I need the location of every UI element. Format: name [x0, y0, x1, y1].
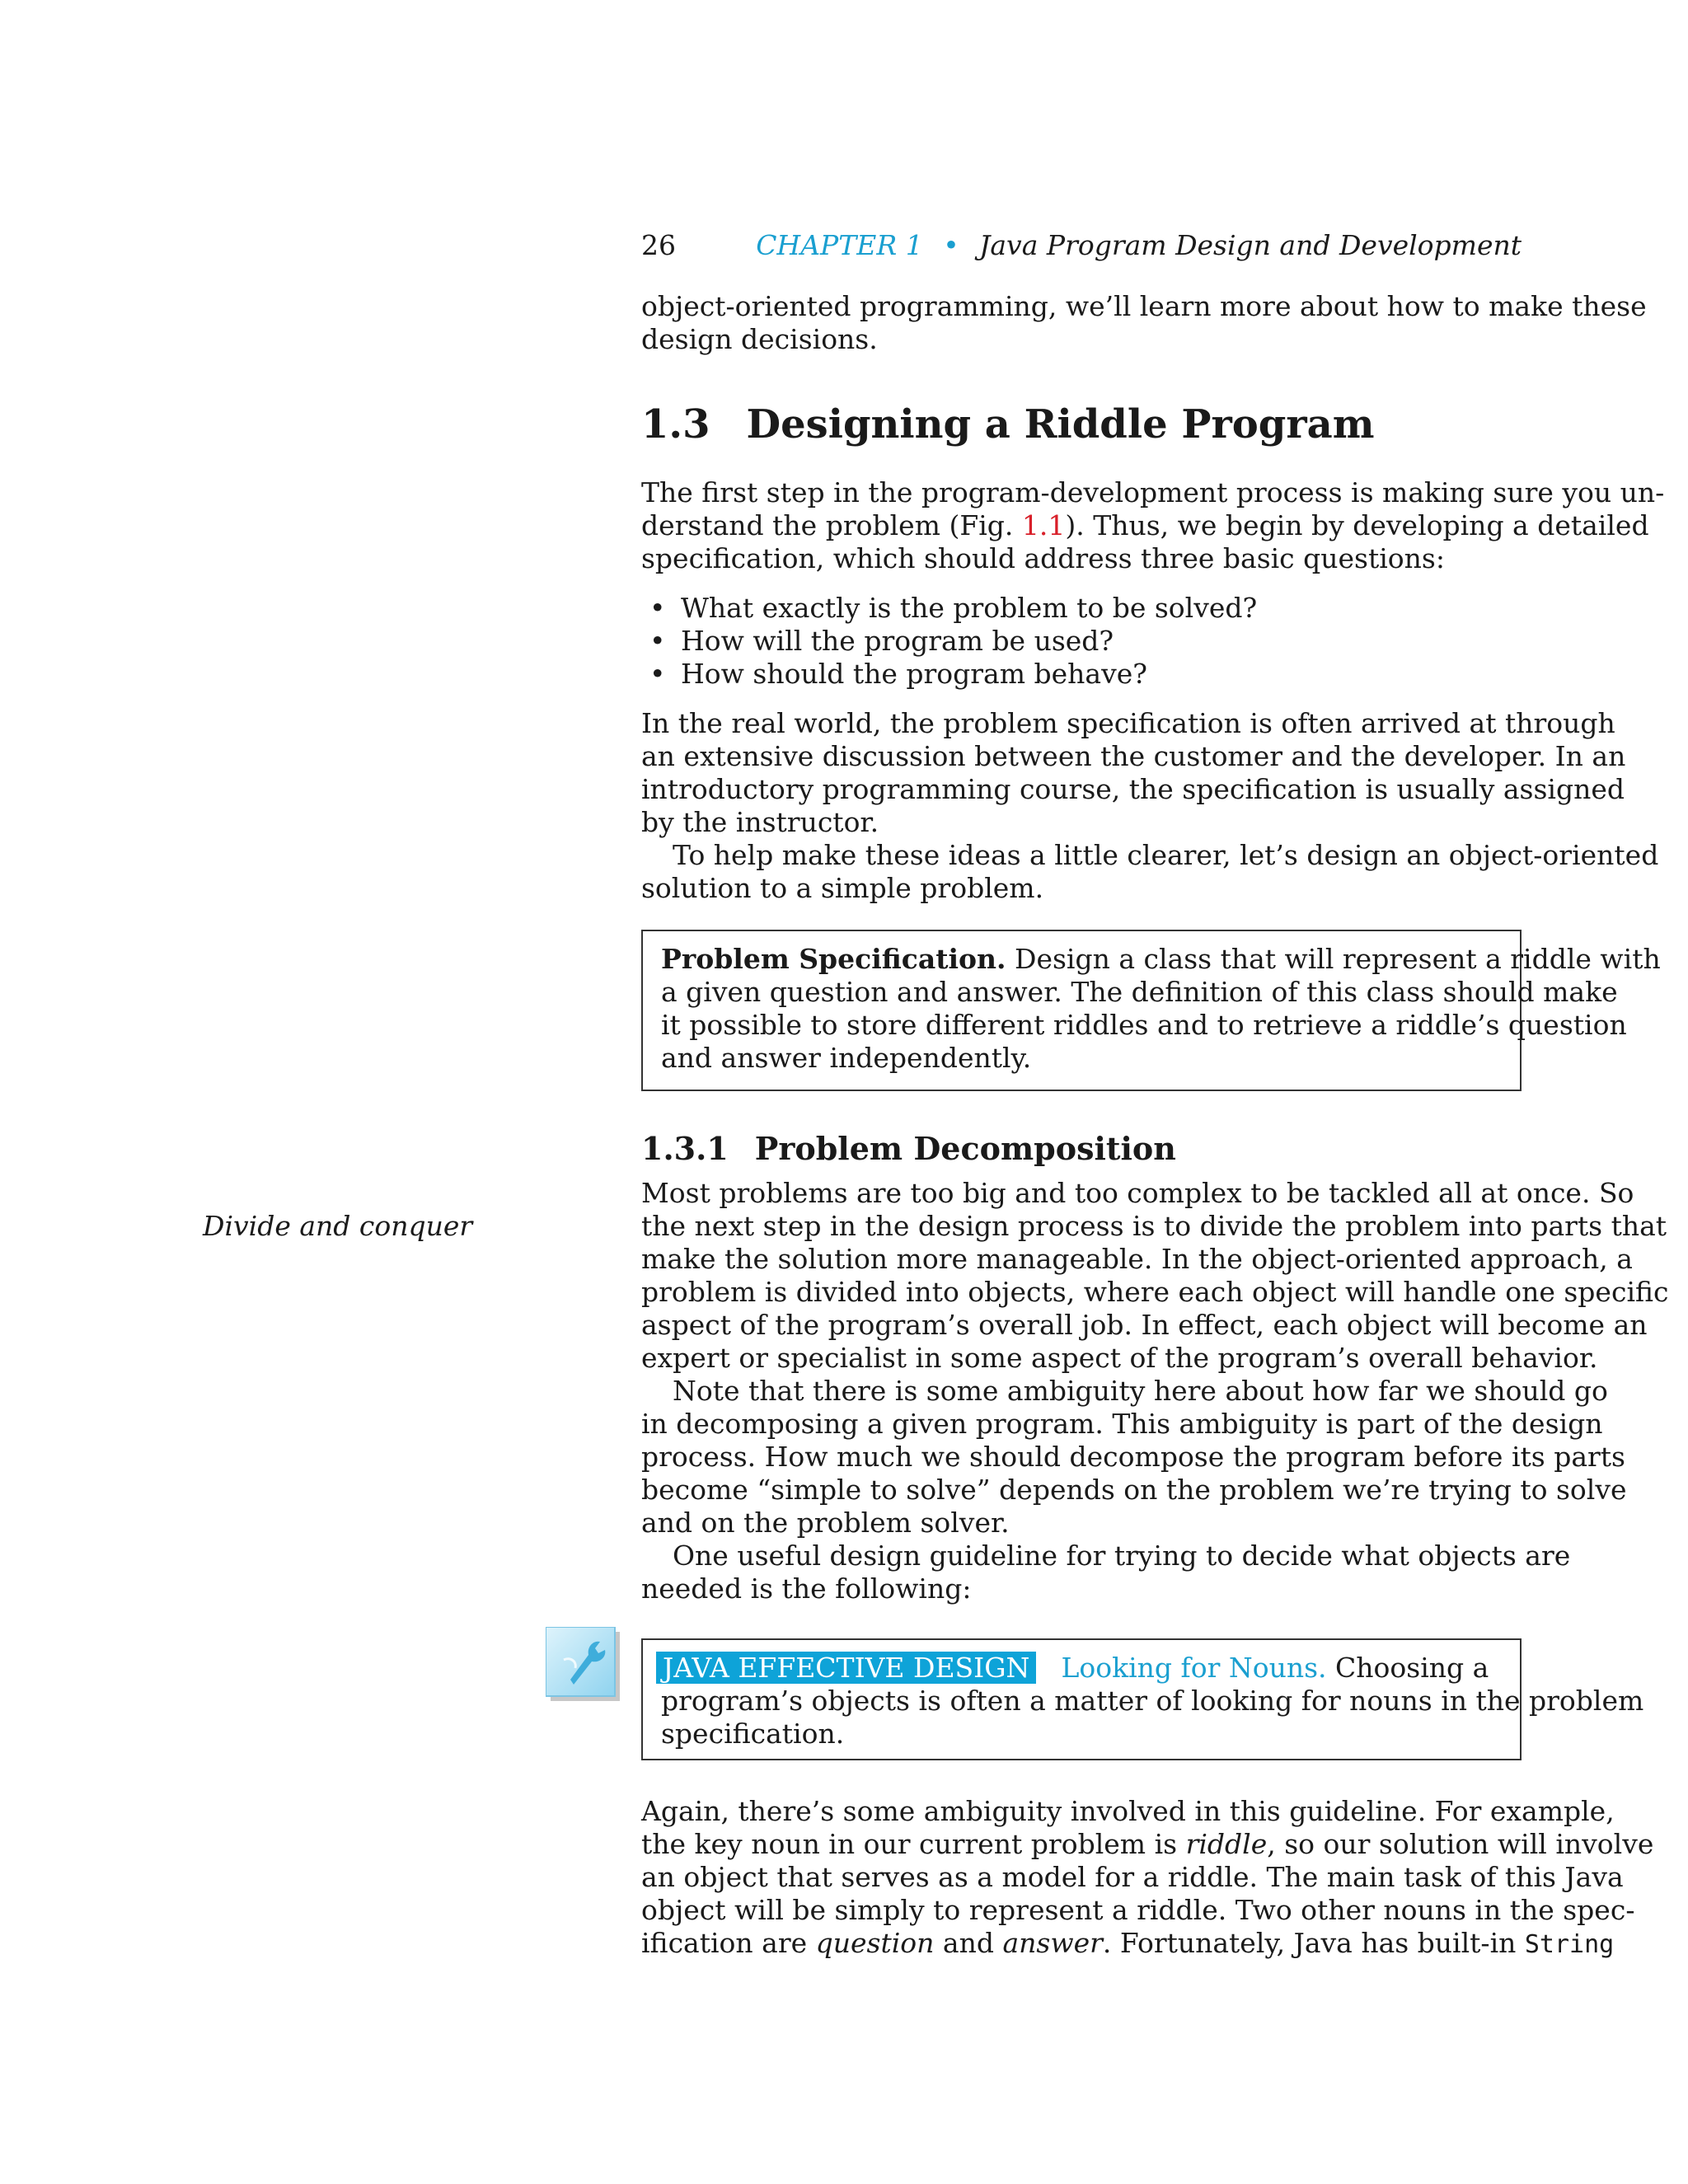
chapter-title	[756, 229, 1522, 262]
text-run: ). Thus, we begin by developing a detailed	[1065, 509, 1649, 541]
design-label: JAVA EFFECTIVE DESIGN	[656, 1652, 1036, 1684]
text-line: and on the problem solver.	[641, 1507, 1010, 1539]
text-run: . Fortunately, Java has built-in	[1102, 1927, 1525, 1959]
text-line	[641, 1828, 1654, 1861]
text-run: , so our solution will involve	[1267, 1828, 1654, 1860]
list-item-text: How should the program behave?	[681, 658, 1147, 690]
text-line: an object that serves as a model for a riddle. The main task of this Java	[641, 1861, 1624, 1893]
text-line: a given question and answer. The definition of this class should make	[661, 976, 1618, 1008]
text-run: and	[934, 1927, 1003, 1959]
list-item: • How will the program be used?	[649, 625, 1114, 657]
text-line: an extensive discussion between the customer and the developer. In an	[641, 740, 1626, 772]
chapter-label: CHAPTER 1	[756, 229, 923, 261]
design-title: Looking for Nouns.	[1061, 1652, 1327, 1684]
text-line: process. How much we should decompose the program before its parts	[641, 1441, 1625, 1473]
text-line: expert or specialist in some aspect of the program’s overall behavior.	[641, 1342, 1598, 1374]
margin-note: Divide and conquer	[203, 1210, 473, 1242]
text-line: specification, which should address three basic questions:	[641, 542, 1445, 574]
text-line: it possible to store different riddles and to retrieve a riddle’s question	[661, 1009, 1627, 1041]
text-line: introductory programming course, the specification is usually assigned	[641, 773, 1625, 805]
text-line	[641, 1927, 1615, 1961]
emphasis: question	[815, 1927, 935, 1959]
list-item: • What exactly is the problem to be solved?	[649, 592, 1258, 624]
text-run: ification are	[641, 1927, 816, 1959]
text-line	[661, 943, 1661, 976]
chapter-name: Java Program Design and Development	[979, 229, 1522, 261]
text-line: To help make these ideas a little clearer, let’s design an object-oriented	[673, 839, 1659, 871]
java-effective-design-box	[641, 1638, 1644, 1760]
page-number: 26	[641, 229, 676, 261]
text-line: Again, there’s some ambiguity involved in this guideline. For example,	[641, 1795, 1615, 1827]
text-line: become “simple to solve” depends on the problem we’re trying to solve	[641, 1474, 1627, 1506]
code-text: String	[1524, 1930, 1615, 1959]
text-line: The first step in the program-development process is making sure you un-	[641, 476, 1665, 509]
text-line: One useful design guideline for trying to decide what objects are	[673, 1540, 1571, 1572]
list-item-text: What exactly is the problem to be solved?	[681, 592, 1258, 624]
subsection-name: Problem Decomposition	[754, 1130, 1176, 1167]
text-run: derstand the problem (Fig.	[641, 509, 1022, 541]
text-line: Most problems are too big and too complex to be tackled all at once. So	[641, 1177, 1634, 1209]
text-line: In the real world, the problem specification is often arrived at through	[641, 707, 1615, 739]
problem-specification-box	[641, 930, 1661, 1091]
text-line: aspect of the program’s overall job. In effect, each object will become an	[641, 1309, 1648, 1341]
text-line	[641, 509, 1649, 542]
text-run: the key noun in our current problem is	[641, 1828, 1186, 1860]
text-line: by the instructor.	[641, 806, 879, 838]
section-number: 1.3	[641, 401, 710, 448]
text-line: and answer independently.	[661, 1042, 1032, 1074]
list-item-text: How will the program be used?	[681, 625, 1114, 657]
text-line: design decisions.	[641, 323, 878, 355]
text-line: solution to a simple problem.	[641, 872, 1044, 904]
text-line: object-oriented programming, we’ll learn more about how to make these	[641, 290, 1647, 322]
text-line: object will be simply to represent a riddle. Two other nouns in the spec-	[641, 1894, 1635, 1926]
section-title	[641, 400, 1375, 449]
text-line: program’s objects is often a matter of looking for nouns in the problem	[661, 1685, 1644, 1717]
figure-link[interactable]: 1.1	[1021, 509, 1066, 541]
emphasis: answer	[1002, 1927, 1103, 1959]
text-line: in decomposing a given program. This ambiguity is part of the design	[641, 1408, 1603, 1440]
emphasis: riddle	[1185, 1828, 1268, 1860]
subsection-title	[641, 1129, 1176, 1169]
section-name: Designing a Riddle Program	[746, 401, 1375, 448]
text-line: problem is divided into objects, where each object will handle one specific	[641, 1276, 1669, 1308]
text-line	[656, 1652, 1498, 1685]
text-line: needed is the following:	[641, 1572, 972, 1605]
text-line: specification.	[661, 1718, 845, 1750]
subsection-number: 1.3.1	[641, 1130, 729, 1167]
text-line: the next step in the design process is to divide the problem into parts that	[641, 1210, 1667, 1242]
text-line: Note that there is some ambiguity here about how far we should go	[673, 1375, 1608, 1407]
text-run: Choosing a	[1326, 1652, 1489, 1684]
text-line: make the solution more manageable. In the object-oriented approach, a	[641, 1243, 1633, 1275]
list-item: • How should the program behave?	[649, 658, 1147, 690]
spec-label: Problem Specification.	[661, 943, 1006, 975]
design-tip-icon	[546, 1627, 621, 1703]
header-bullet: •	[943, 229, 959, 261]
text-run: Design a class that will represent a riddle with	[1006, 943, 1661, 975]
